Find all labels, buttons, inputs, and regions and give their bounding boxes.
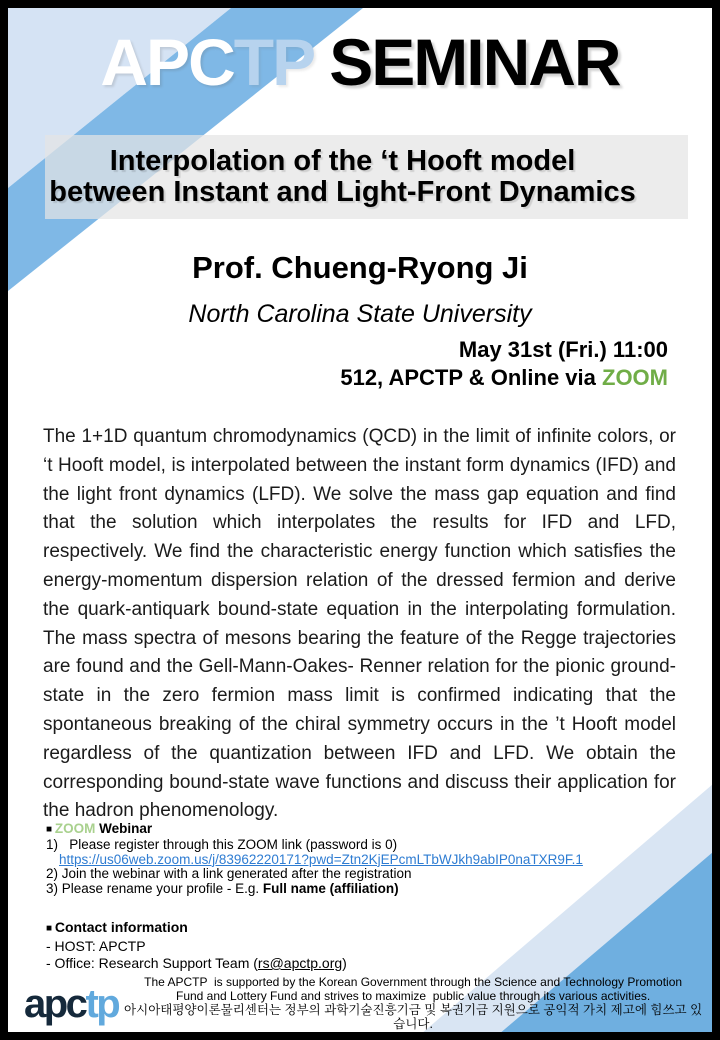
contact-heading — [46, 919, 347, 938]
contact-host: - HOST: APCTP — [46, 937, 146, 954]
zoom-webinar-section — [46, 822, 583, 897]
webinar-step-register: 1) Please register through this ZOOM link (password is 0) — [46, 836, 398, 852]
venue-zoom-highlight: ZOOM — [602, 365, 668, 390]
contact-heading-text: Contact information — [54, 919, 188, 935]
footer-bar — [8, 976, 712, 1032]
logo-apc-letters: apc — [24, 982, 86, 1026]
talk-title-line-2: between Instant and Light-Front Dynamics — [49, 176, 636, 208]
office-text-suffix: ) — [342, 955, 347, 971]
talk-title-line-1: Interpolation of the ‘t Hooft model — [109, 144, 576, 177]
footer-line-en-1: The APCTP is supported by the Korean Government through the Science and Technology Promotion — [144, 975, 683, 990]
zoom-webinar-heading — [46, 822, 583, 838]
footer-support-text — [118, 976, 712, 1031]
event-venue-text: 512, APCTP & Online via — [340, 365, 602, 390]
event-details — [340, 336, 668, 392]
square-bullet-icon: ■ — [46, 824, 55, 835]
office-email-link[interactable]: rs@apctp.org — [257, 955, 343, 971]
event-venue — [340, 364, 668, 392]
contact-office — [46, 955, 347, 973]
rename-step-text: 3) Please rename your profile - E.g. — [46, 881, 263, 897]
brand-tp-text: TP — [233, 25, 313, 99]
office-text: - Office: Research Support Team ( — [46, 955, 258, 971]
contact-section — [46, 919, 347, 973]
event-datetime: May 31st (Fri.) 11:00 — [458, 337, 668, 362]
abstract-paragraph: The 1+1D quantum chromodynamics (QCD) in the limit of infinite colors, or ‘t Hooft model, is interpolated between the instant form dynamics (IFD) and the light front dynamics (LFD). We solve the mass gap equation and find that the solution which interpolates the results for IFD and LFD, respectively. We find the characteristic energy function which satisfies the energy-momentum dispersion relation of the dressed fermion and derive the quark-antiquark bound-state equation in the interpolating formulation. The mass spectra of mesons bearing the feature of the Regge trajectories are found and the Gell-Mann-Oakes- Renner relation for the pionic ground-state in the zero fermion mass limit is confirmed indicating that the spontaneous breaking of the chiral symmetry occurs in the ’t Hooft model regardless of the quantization between IFD and LFD. We obtain the corresponding bound-state wave functions and discuss their application for the hadron phenomenology. — [43, 426, 676, 822]
webinar-heading-zoom: ZOOM — [54, 821, 96, 836]
apctp-logo — [24, 984, 118, 1024]
speaker-affiliation: North Carolina State University — [188, 300, 532, 328]
webinar-step-join: 2) Join the webinar with a link generated after the registration — [46, 866, 412, 882]
talk-title-banner — [45, 135, 688, 219]
webinar-heading-rest: Webinar — [95, 821, 153, 836]
zoom-registration-link[interactable]: https://us06web.zoom.us/j/83962220171?pwd=Ztn2KjEPcmLTbWJkh9abIP0naTXR9F.1 — [59, 851, 583, 867]
logo-tp-letters: tp — [85, 982, 119, 1026]
square-bullet-icon: ■ — [46, 923, 55, 934]
footer-line-kr: 아시아태평양이론물리센터는 정부의 과학기술진흥기금 및 복권기금 지원으로 공익적 가치 제고에 힘쓰고 있습니다. — [124, 1003, 703, 1031]
rename-example-bold: Full name (affiliation) — [262, 881, 399, 897]
footer-line-en-2: Fund and Lottery Fund and strives to maximize public value through its various activities. — [175, 989, 651, 1004]
webinar-link-line — [46, 853, 583, 868]
webinar-step-rename — [46, 882, 583, 897]
poster-heading — [0, 22, 720, 102]
speaker-name: Prof. Chueng-Ryong Ji — [192, 250, 528, 285]
seminar-heading-text: SEMINAR — [312, 25, 620, 99]
brand-apc-text: APC — [100, 25, 234, 99]
